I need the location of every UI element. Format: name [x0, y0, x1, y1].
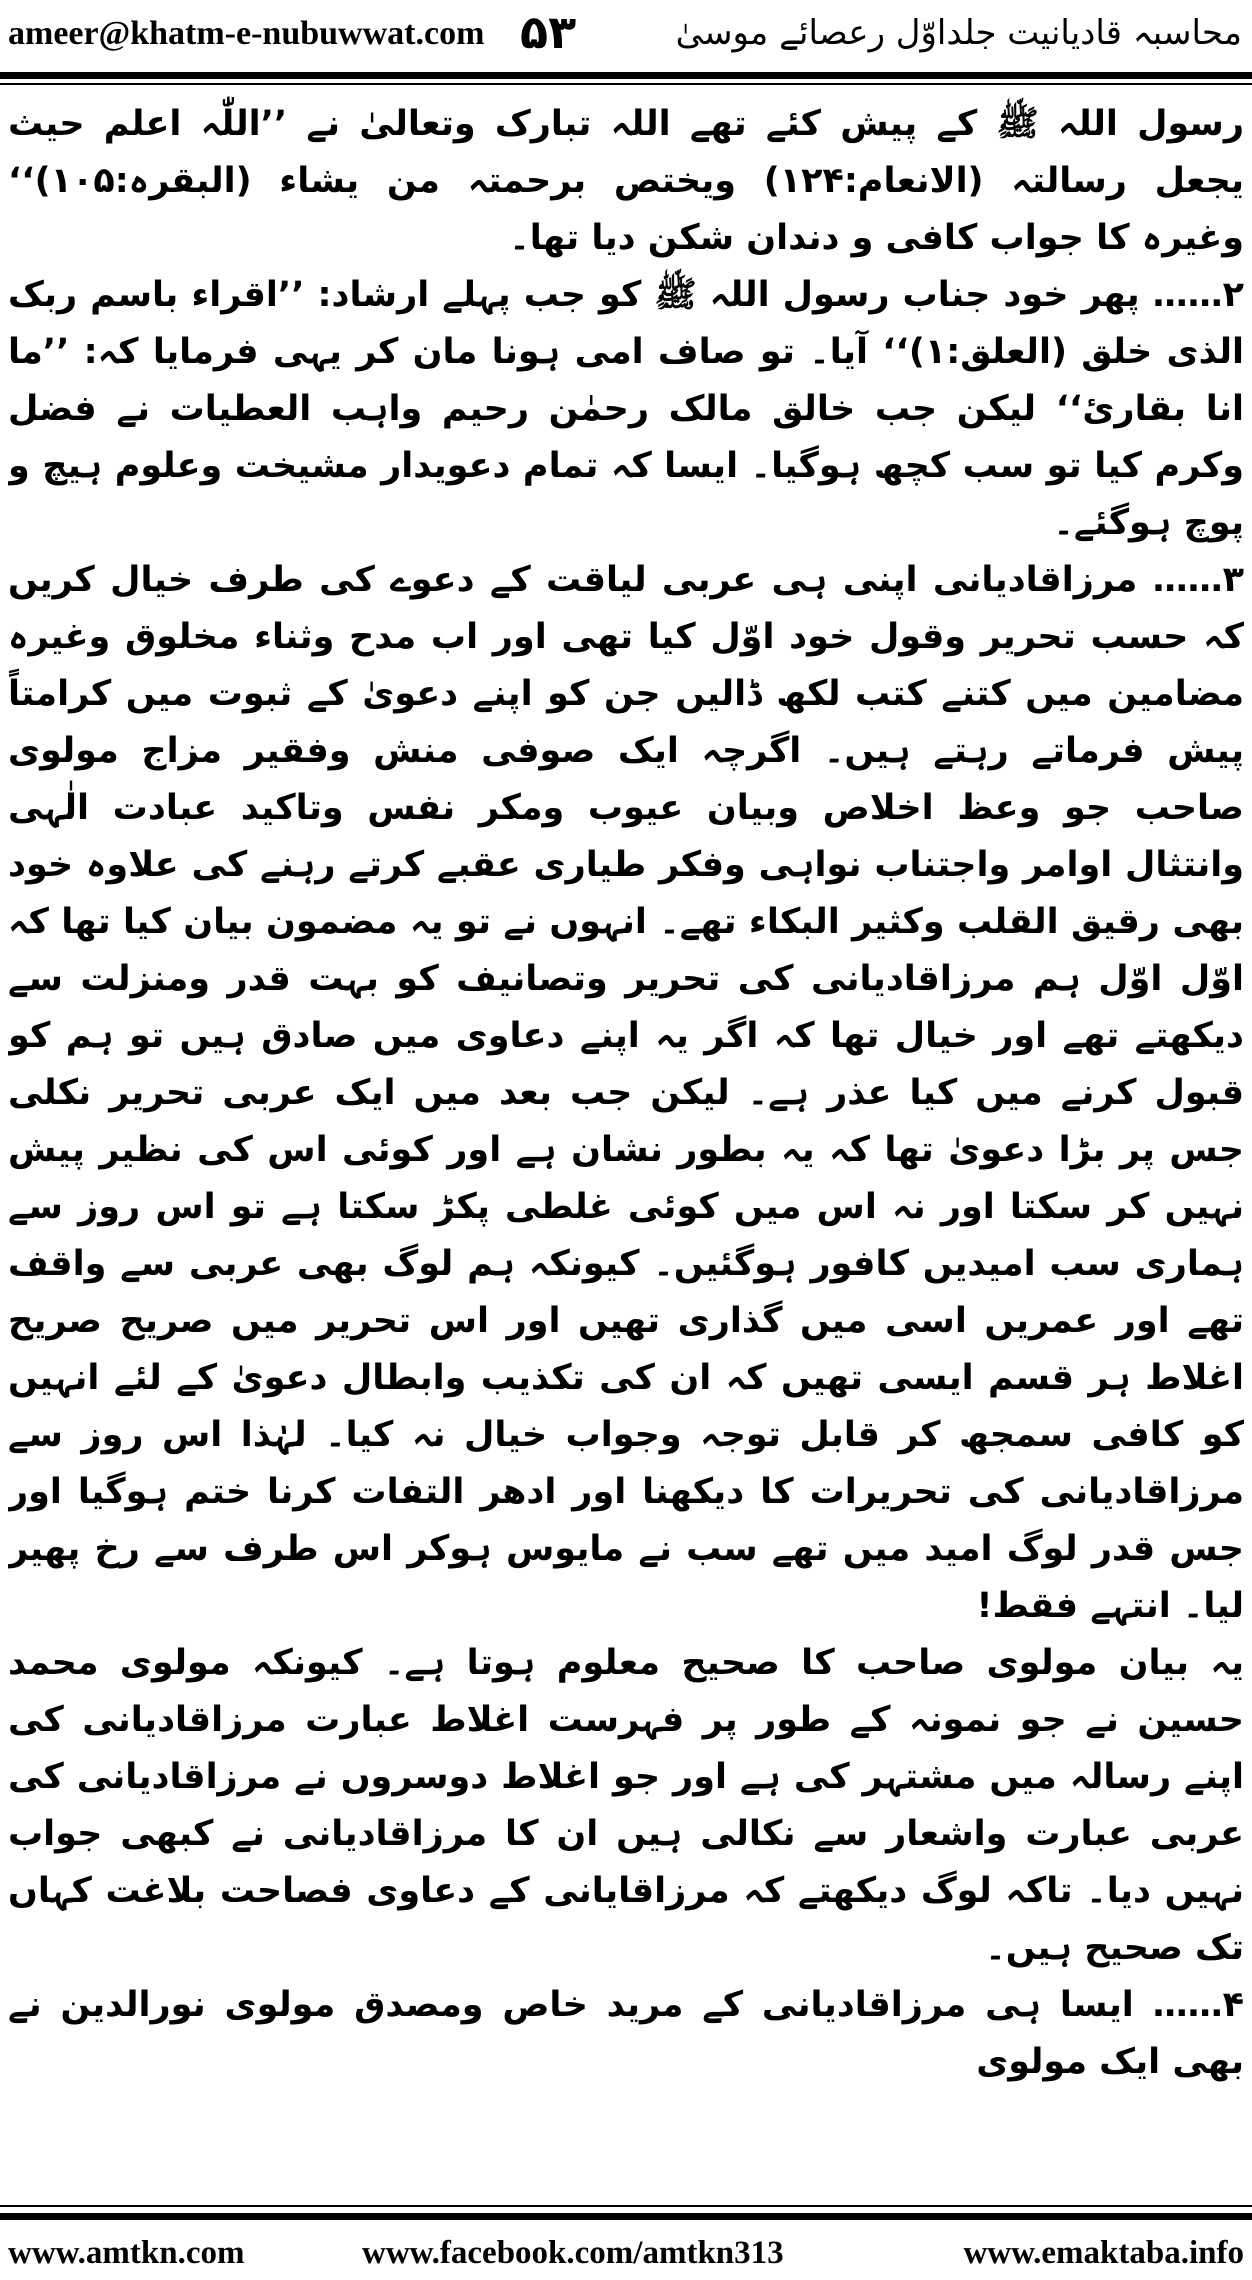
- book-title: محاسبہ قادیانیت جلداوّل رعصائے موسیٰ: [675, 13, 1242, 53]
- header-rule-thick: [0, 72, 1252, 79]
- footer-rule-thin: [0, 2205, 1252, 2207]
- paragraph-3: ۳…… مرزاقادیانی اپنی ہی عربی لیاقت کے دعوے کی طرف خیال کریں کہ حسب تحریر وقول خود اوّل کیا تھی اور اب مدح وثناء مخلوق وغیرہ مضامین میں کتنے کتب لکھ ڈالیں جن کو اپنے دعویٰ کے ثبوت میں کرامتاً پیش فرماتے رہتے ہیں۔ اگرچہ ایک صوفی منش وفقیر مزاج مولوی صاحب جو وعظ اخلاص وبیان عیوب ومکر نفس وتاکید عبادت الٰہی وانتثال اوامر واجتناب نواہی وفکر طیاری عقبے کرتے رہنے کی علاوہ خود بھی رقیق القلب وکثیر البکاء تھے۔ انہوں نے تو یہ مضمون بیان کیا تھا کہ اوّل اوّل ہم مرزاقادیانی کی تحریر وتصانیف کو بہت قدر ومنزلت سے دیکھتے تھے اور خیال تھا کہ اگر یہ اپنے دعاوی میں صادق ہیں تو ہم کو قبول کرنے میں کیا عذر ہے۔ لیکن جب بعد میں ایک عربی تحریر نکلی جس پر بڑا دعویٰ تھا کہ یہ بطور نشان ہے اور کوئی اس کی نظیر پیش نہیں کر سکتا اور نہ اس میں کوئی غلطی پکڑ سکتا ہے تو اس روز سے ہماری سب امیدیں کافور ہوگئیں۔ کیونکہ ہم لوگ بھی عربی سے واقف تھے اور عمریں اسی میں گذاری تھیں اور اس تحریر میں صریح صریح اغلاط ہر قسم ایسی تھیں کہ ان کی تکذیب وابطال دعویٰ کے لئے انہیں کو کافی سمجھ کر قابل توجہ وجواب خیال نہ کیا۔ لہٰذا اس روز سے مرزاقادیانی کی تحریرات کا دیکھنا اور ادھر التفات کرنا ختم ہوگیا اور جس قدر لوگ امید میں تھے سب نے مایوس ہوکر اس طرف سے رخ پھیر لیا۔ انتہے فقط!: [8, 560, 1244, 1626]
- footer-link-amtkn[interactable]: www.amtkn.com: [8, 2235, 245, 2271]
- header-email: ameer@khatm-e-nubuwwat.com: [8, 15, 485, 52]
- footer-link-facebook[interactable]: www.facebook.com/amtkn313: [362, 2235, 784, 2271]
- paragraph-5: ۴…… ایسا ہی مرزاقادیانی کے مرید خاص ومصدق مولوی نورالدین نے بھی ایک مولوی: [8, 1985, 1244, 2082]
- footer-link-emaktaba[interactable]: www.emaktaba.info: [963, 2235, 1244, 2271]
- paragraph-2: ۲…… پھر خود جناب رسول اللہ ﷺ کو جب پہلے ارشاد: ’’اقراء باسم ربک الذی خلق (العلق:۱)‘‘ آیا۔ تو صاف امی ہونا مان کر یہی فرمایا کہ: ’’ما انا بقاریٔ‘‘ لیکن جب خالق مالک رحمٰن رحیم واہب العطیات نے فضل وکرم کیا تو سب کچھ ہوگیا۔ ایسا کہ تمام دعویدار مشیخت وعلوم ہیچ و پوچ ہوگئے۔: [8, 275, 1244, 543]
- page-number: ۵۳: [520, 5, 577, 59]
- body-text: [8, 96, 1244, 2136]
- page-header: [0, 0, 1252, 72]
- header-rule-thin: [0, 83, 1252, 85]
- paragraph-1: رسول اللہ ﷺ کے پیش کئے تھے اللہ تبارک وتعالیٰ نے ’’اللّٰہ اعلم حیث یجعل رسالتہ (الانعام:۱۲۴) ویختص برحمتہ من یشاء (البقرہ:۱۰۵)‘‘ وغیرہ کا جواب کافی و دندان شکن دیا تھا۔: [8, 104, 1244, 258]
- page-footer: [0, 2230, 1252, 2278]
- paragraph-4: یہ بیان مولوی صاحب کا صحیح معلوم ہوتا ہے۔ کیونکہ مولوی محمد حسین نے جو نمونہ کے طور پر فہرست اغلاط عبارت مرزاقادیانی کی اپنے رسالہ میں مشتہر کی ہے اور جو اغلاط دوسروں نے مرزاقادیانی کی عربی عبارت واشعار سے نکالی ہیں ان کا مرزاقادیانی نے کبھی جواب نہیں دیا۔ تاکہ لوگ دیکھتے کہ مرزاقایانی کے دعاوی فصاحت بلاغت کہاں تک صحیح ہیں۔: [8, 1643, 1244, 1968]
- footer-rule-thick: [0, 2213, 1252, 2220]
